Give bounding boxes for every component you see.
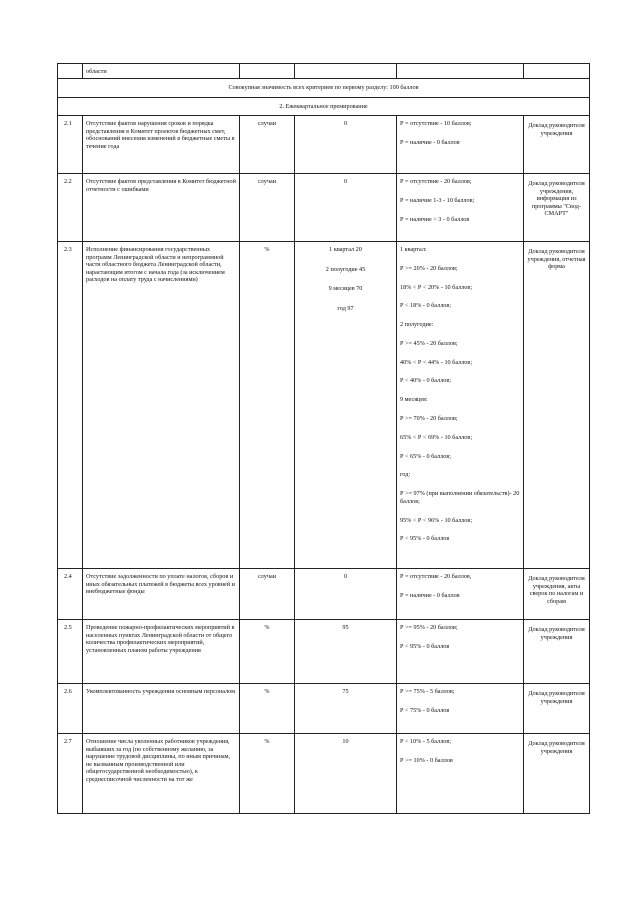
condition-line: Р < 10% - 5 баллов; bbox=[400, 738, 452, 745]
criterion-source: Доклад руководителя учреждения bbox=[524, 684, 590, 734]
condition-line: 9 месяцев: bbox=[400, 396, 428, 404]
condition-line: Р < 65% - 0 баллов; bbox=[400, 452, 452, 460]
fragment-text: области bbox=[83, 64, 240, 79]
criterion-number: 2.5 bbox=[58, 620, 83, 684]
criterion-text: Исполнение финансирования государственных программ Ленинградской области и непрограммной части областного бюджета Ленинградской области, нарастающим итогом с начала года (за исключением расходов на оплату труда с начислениями) bbox=[83, 242, 240, 569]
condition-line: Р >= 75% - 5 баллов; bbox=[400, 688, 455, 695]
criterion-unit: % bbox=[240, 620, 295, 684]
criterion-target-values bbox=[295, 116, 397, 174]
criterion-text: Отношение числа уволенных работников учреждения, выбывших за год (по собственному желанию, за нарушение трудовой дисциплины, по иным причинам, не вызванным производственной или общегосударственной необходимостью), к среднесписочной численности на тот же bbox=[83, 734, 240, 814]
criterion-unit: случаи bbox=[240, 116, 295, 174]
criterion-number: 2.2 bbox=[58, 174, 83, 242]
target-value: 0 bbox=[343, 120, 348, 127]
criterion-number: 2.3 bbox=[58, 242, 83, 569]
criteria-table bbox=[57, 63, 590, 814]
criterion-unit: % bbox=[240, 684, 295, 734]
condition-line: Р = отсутствие - 10 баллов; bbox=[400, 120, 472, 127]
criterion-conditions bbox=[397, 242, 524, 569]
target-value: 2 полугодие 45 bbox=[325, 265, 366, 273]
condition-line: Р >= 10% - 0 баллов bbox=[400, 756, 453, 764]
criterion-unit: случаи bbox=[240, 569, 295, 620]
criterion-text: Укомплектованность учреждения основным персоналом bbox=[83, 684, 240, 734]
condition-line: Р = отсутствие - 20 баллов, bbox=[400, 573, 472, 580]
target-value: год 97 bbox=[337, 304, 354, 312]
criterion-source: Доклад руководителя учреждения, акты сверок по налогам и сборам bbox=[524, 569, 590, 620]
criterion-number: 2.7 bbox=[58, 734, 83, 814]
criterion-text: Отсутствие фактов нарушения сроков и порядка представления в Комитет проектов бюджетных смет, обоснований внесения изменений в бюджетные сметы в течение года bbox=[83, 116, 240, 174]
fragment-row bbox=[58, 64, 590, 79]
criterion-conditions bbox=[397, 569, 524, 620]
condition-line: Р >= 20% - 20 баллов; bbox=[400, 264, 458, 272]
criterion-target-values bbox=[295, 174, 397, 242]
criterion-number: 2.4 bbox=[58, 569, 83, 620]
target-value: 1 квартал 20 bbox=[329, 246, 362, 253]
criterion-row bbox=[58, 620, 590, 684]
criterion-source: Доклад руководителя учреждения, отчетная форма bbox=[524, 242, 590, 569]
target-value: 0 bbox=[343, 573, 348, 580]
criterion-target-values bbox=[295, 734, 397, 814]
criterion-target-values bbox=[295, 569, 397, 620]
target-value: 10 bbox=[342, 738, 349, 745]
criterion-row bbox=[58, 684, 590, 734]
condition-line: 95% < Р < 96% - 10 баллов; bbox=[400, 516, 473, 524]
condition-line: Р = отсутствие - 20 баллов; bbox=[400, 178, 472, 185]
criterion-row bbox=[58, 242, 590, 569]
criterion-source: Доклад руководителя учреждения, информация из программы "Свод-СМАРТ" bbox=[524, 174, 590, 242]
condition-line: Р >= 70% - 20 баллов; bbox=[400, 415, 458, 423]
target-value: 9 месяцев 70 bbox=[328, 285, 363, 293]
section-title: 2. Ежеквартальное премирование bbox=[58, 98, 590, 116]
criterion-row bbox=[58, 116, 590, 174]
condition-line: Р >= 97% (при выполнении обязательств)- 20 баллов; bbox=[400, 490, 520, 505]
section-header-row bbox=[58, 98, 590, 116]
condition-line: 2 полугодие: bbox=[400, 321, 434, 329]
condition-line: 65% < Р < 69% - 10 баллов; bbox=[400, 433, 473, 441]
condition-line: Р < 75% - 0 баллов bbox=[400, 706, 450, 714]
criterion-unit: случаи bbox=[240, 174, 295, 242]
criterion-row bbox=[58, 174, 590, 242]
condition-line: Р < 18% - 0 баллов; bbox=[400, 302, 452, 310]
condition-line: 1 квартал: bbox=[400, 246, 427, 253]
criterion-source: Доклад руководителя учреждения bbox=[524, 734, 590, 814]
condition-line: 18% < Р < 20% - 10 баллов; bbox=[400, 283, 473, 291]
condition-line: год: bbox=[400, 471, 411, 479]
criterion-number: 2.1 bbox=[58, 116, 83, 174]
target-value: 95 bbox=[342, 624, 349, 631]
criterion-conditions bbox=[397, 684, 524, 734]
criterion-conditions bbox=[397, 734, 524, 814]
criterion-number: 2.6 bbox=[58, 684, 83, 734]
condition-line: Р = наличие 1-3 - 10 баллов; bbox=[400, 196, 475, 204]
condition-line: Р = наличие > 3 - 0 баллов bbox=[400, 215, 470, 223]
target-value: 0 bbox=[343, 178, 348, 185]
condition-line: Р < 95% - 0 баллов bbox=[400, 535, 450, 543]
criterion-target-values bbox=[295, 620, 397, 684]
criterion-conditions bbox=[397, 620, 524, 684]
condition-line: 40% < Р < 44% - 10 баллов; bbox=[400, 358, 473, 366]
criterion-unit: % bbox=[240, 734, 295, 814]
condition-line: Р = наличие - 0 баллов bbox=[400, 138, 460, 146]
condition-line: Р >= 95% - 20 баллов; bbox=[400, 624, 458, 631]
criterion-text: Проведение пожарно-профилактических мероприятий в населенных пунктах Ленинградской области от общего количества профилактических мероприятий, установленных планом работы учреждения bbox=[83, 620, 240, 684]
summary-row bbox=[58, 79, 590, 98]
condition-line: Р < 40% - 0 баллов; bbox=[400, 377, 452, 385]
condition-line: Р >= 45% - 20 баллов; bbox=[400, 339, 458, 347]
criterion-conditions bbox=[397, 116, 524, 174]
target-value: 75 bbox=[342, 688, 349, 695]
criterion-conditions bbox=[397, 174, 524, 242]
criterion-text: Отсутствие фактов представления в Комитет бюджетной отчетности с ошибками bbox=[83, 174, 240, 242]
criterion-row bbox=[58, 734, 590, 814]
criterion-row bbox=[58, 569, 590, 620]
criterion-unit: % bbox=[240, 242, 295, 569]
condition-line: Р = наличие - 0 баллов bbox=[400, 591, 460, 599]
criterion-target-values bbox=[295, 242, 397, 569]
criterion-source: Доклад руководителя учреждения bbox=[524, 620, 590, 684]
criterion-source: Доклад руководителя учреждения bbox=[524, 116, 590, 174]
condition-line: Р < 95% - 0 баллов bbox=[400, 642, 450, 650]
criterion-target-values bbox=[295, 684, 397, 734]
summary-text: Совокупная значимость всех критериев по первому разделу: 100 баллов bbox=[58, 79, 590, 98]
criterion-text: Отсутствие задолженности по уплате налогов, сборов и иных обязательных платежей в бюджеты всех уровней и внебюджетные фонды bbox=[83, 569, 240, 620]
